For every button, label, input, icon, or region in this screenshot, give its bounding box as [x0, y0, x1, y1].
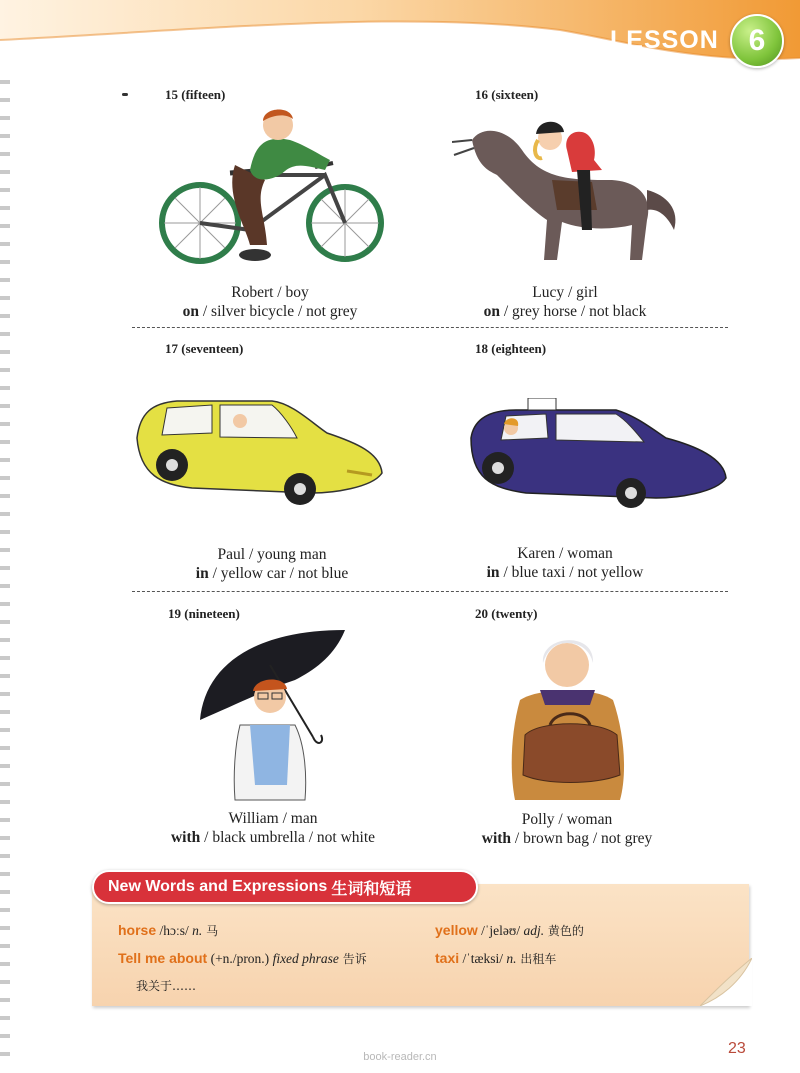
man-in-yellow-car-illustration	[132, 393, 387, 508]
woman-with-bag-illustration	[505, 625, 635, 805]
caption-details: / yellow car / not blue	[208, 565, 349, 582]
page-curl-corner	[700, 958, 752, 1006]
lesson-number-badge: 6	[730, 14, 784, 68]
vocabulary-title-en: New Words and Expressions	[108, 878, 328, 895]
panel-caption	[432, 810, 702, 848]
vocab-meaning: 黄色的	[544, 924, 584, 938]
panel-number: 19 (nineteen)	[168, 606, 240, 621]
girl-on-horse-illustration	[452, 110, 682, 275]
vocab-pos: n.	[506, 951, 517, 966]
caption-name: Karen / woman	[517, 545, 613, 562]
panel-number: 18 (eighteen)	[475, 341, 547, 356]
caption-name: William / man	[228, 810, 318, 827]
vocab-entry-taxi	[435, 950, 556, 967]
vocabulary-title	[92, 870, 478, 904]
vocab-meaning-cont: 我关于……	[136, 979, 197, 993]
panel-number: 20 (twenty)	[475, 606, 538, 621]
caption-details: / brown bag / not grey	[511, 830, 653, 847]
man-with-umbrella-illustration	[195, 625, 355, 805]
caption-preposition: with	[170, 829, 201, 846]
vocab-pos: n.	[192, 923, 203, 938]
vocab-phonetic: /ˈtæksi/	[459, 951, 507, 966]
vocab-meaning: 马	[202, 924, 219, 938]
vocab-meaning: 告诉	[338, 952, 367, 966]
caption-description	[137, 564, 407, 583]
vocab-entry-horse	[118, 922, 218, 939]
caption-details: / grey horse / not black	[500, 303, 647, 320]
caption-details: / black umbrella / not white	[200, 829, 376, 846]
panel-number: 17 (seventeen)	[165, 341, 244, 356]
panel-caption	[135, 283, 405, 321]
caption-name: Paul / young man	[217, 546, 327, 563]
caption-preposition: in	[486, 564, 500, 581]
caption-name: Robert / boy	[231, 284, 309, 301]
panel-number: 15 (fifteen)	[165, 87, 226, 102]
caption-description	[432, 829, 702, 848]
vocab-entry-tell-me-about	[118, 950, 367, 967]
vocab-pos: adj.	[523, 923, 545, 938]
caption-details: / blue taxi / not yellow	[499, 564, 644, 581]
caption-description	[138, 828, 408, 847]
spiral-binding	[0, 80, 10, 1070]
bullet-mark	[122, 93, 128, 96]
dashed-divider	[132, 327, 728, 328]
vocab-phonetic: /ˈjeləʊ/	[477, 923, 524, 938]
panel-caption	[430, 283, 700, 321]
vocab-meaning: 出租车	[516, 952, 557, 966]
caption-details: / silver bicycle / not grey	[198, 303, 358, 320]
vocab-word: yellow	[435, 922, 478, 938]
vocab-entry-tell-me-about-cont	[136, 977, 196, 994]
caption-name: Lucy / girl	[532, 284, 598, 301]
panel-number: 16 (sixteen)	[475, 87, 539, 102]
panel-caption	[138, 809, 408, 847]
vocab-entry-yellow	[435, 922, 584, 939]
caption-description	[135, 302, 405, 321]
caption-preposition: on	[182, 303, 199, 320]
vocabulary-title-zh: 生词和短语	[331, 878, 412, 898]
caption-preposition: with	[481, 830, 512, 847]
panel-caption	[430, 544, 700, 582]
woman-in-blue-taxi-illustration	[466, 398, 728, 508]
boy-on-bicycle-illustration	[155, 105, 390, 270]
vocab-phonetic: /hɔːs/	[156, 923, 193, 938]
panel-caption	[137, 545, 407, 583]
vocab-word: horse	[118, 922, 157, 938]
caption-description	[430, 302, 700, 321]
caption-name: Polly / woman	[521, 811, 613, 828]
page-number: 23	[728, 1040, 746, 1057]
lesson-label: LESSON	[610, 26, 719, 54]
vocab-pos: fixed phrase	[272, 951, 339, 966]
caption-description	[430, 563, 700, 582]
dashed-divider	[132, 591, 728, 592]
caption-preposition: in	[195, 565, 209, 582]
caption-preposition: on	[483, 303, 500, 320]
vocab-word: Tell me about	[118, 950, 208, 966]
vocab-phonetic: (+n./pron.)	[207, 951, 273, 966]
footer-watermark: book-reader.cn	[363, 1051, 437, 1063]
vocab-word: taxi	[435, 950, 460, 966]
